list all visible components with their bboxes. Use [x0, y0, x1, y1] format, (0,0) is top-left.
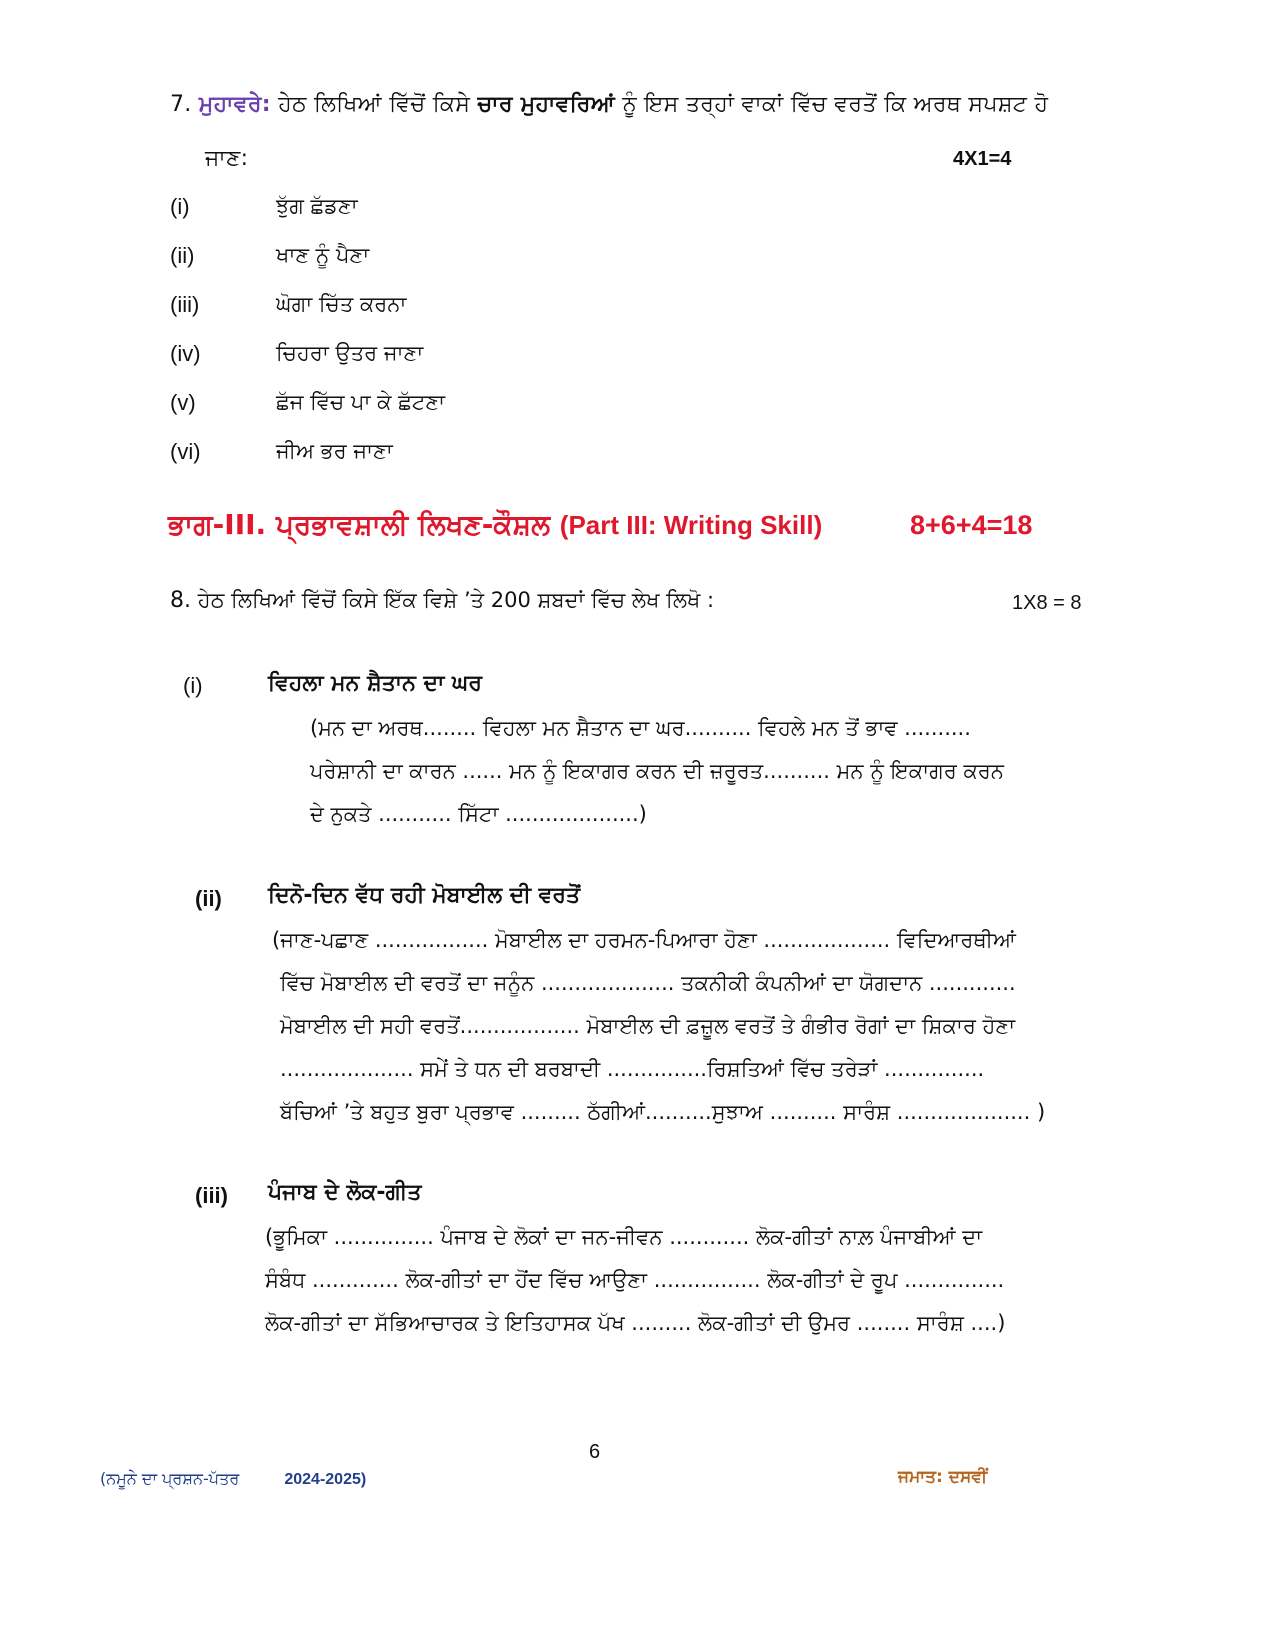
q7-text-bold: ਚਾਰ ਮੁਹਾਵਰਿਆਂ [477, 92, 616, 117]
item-number: (v) [170, 390, 196, 415]
footer-paper-label: (ਨਮੂਨੇ ਦਾ ਪ੍ਰਸ਼ਨ-ਪੱਤਰ [100, 1469, 240, 1488]
idiom-text: ਘੋਗਾ ਚਿੱਤ ਕਰਨਾ [276, 292, 407, 316]
footer-class: ਜਮਾਤ: ਦਸਵੀਂ [898, 1467, 988, 1487]
footer-left [100, 1469, 366, 1489]
page-number: 6 [589, 1441, 601, 1463]
topic-number: (i) [183, 673, 203, 698]
hint-line: (ਮਨ ਦਾ ਅਰਥ........ ਵਿਹਲਾ ਮਨ ਸ਼ੈਤਾਨ ਦਾ ਘਰ.......... ਵਿਹਲੇ ਮਨ ਤੋਂ ਭਾਵ .......... [310, 716, 971, 740]
part3-marks: 8+6+4=18 [910, 510, 1033, 540]
hint-line: ਬੱਚਿਆਂ ’ਤੇ ਬਹੁਤ ਬੁਰਾ ਪ੍ਰਭਾਵ ......... ਠੱਗੀਆਂ..........ਸੁਝਾਅ .......... ਸਾਰੰਸ਼ .................... ) [280, 1100, 1046, 1124]
item-number: (vi) [170, 439, 201, 464]
hint-line: (ਜਾਣ-ਪਛਾਣ ................. ਮੋਬਾਈਲ ਦਾ ਹਰਮਨ-ਪਿਆਰਾ ਹੋਣਾ ................... ਵਿਦਿਆਰਥੀਆਂ [272, 928, 1016, 952]
topic-title: ਵਿਹਲਾ ਮਨ ਸ਼ੈਤਾਨ ਦਾ ਘਰ [268, 671, 483, 696]
topic-hints [272, 919, 1102, 1134]
q7-number: 7. [170, 92, 192, 117]
q7-marks: 4X1=4 [953, 148, 1012, 170]
idiom-text: ਝੁੱਗ ਛੱਡਣਾ [276, 194, 358, 218]
topic-hints [265, 1216, 1105, 1345]
hint-line: ਦੇ ਨੁਕਤੇ ........... ਸਿੱਟਾ ....................) [310, 802, 647, 826]
hint-line: ਵਿੱਚ ਮੋਬਾਈਲ ਦੀ ਵਰਤੋਂ ਦਾ ਜਨੂੰਨ .................... ਤਕਨੀਕੀ ਕੰਪਨੀਆਂ ਦਾ ਯੋਗਦਾਨ ............. [280, 971, 1016, 995]
idiom-text: ਚਿਹਰਾ ਉਤਰ ਜਾਣਾ [276, 341, 424, 365]
hint-line: ਲੋਕ-ਗੀਤਾਂ ਦਾ ਸੱਭਿਆਚਾਰਕ ਤੇ ਇਤਿਹਾਸਕ ਪੱਖ ......... ਲੋਕ-ਗੀਤਾਂ ਦੀ ਉਮਰ ........ ਸਾਰੰਸ਼ ....) [265, 1311, 1006, 1335]
idiom-text: ਖਾਣ ਨੂੰ ਪੈਣਾ [276, 243, 370, 267]
topic-title: ਪੰਜਾਬ ਦੇ ਲੋਕ-ਗੀਤ [268, 1180, 422, 1205]
hint-line: ਮੋਬਾਈਲ ਦੀ ਸਹੀ ਵਰਤੋਂ.................. ਮੋਬਾਈਲ ਦੀ ਫ਼ਜ਼ੂਲ ਵਰਤੋਂ ਤੇ ਗੰਭੀਰ ਰੋਗਾਂ ਦਾ ਸ਼ਿਕਾਰ ਹੋਣਾ [280, 1014, 1016, 1038]
q7-text-a: ਹੇਠ ਲਿਖਿਆਂ ਵਿੱਚੋਂ ਕਿਸੇ [278, 92, 471, 117]
topic-hints [310, 707, 1140, 836]
item-number: (i) [170, 194, 190, 219]
part3-heading [168, 508, 822, 542]
hint-line: ਸੰਬੰਧ ............. ਲੋਕ-ਗੀਤਾਂ ਦਾ ਹੋਂਦ ਵਿੱਚ ਆਉਣਾ ................ ਲੋਕ-ਗੀਤਾਂ ਦੇ ਰੂਪ ............... [265, 1268, 1005, 1292]
hint-line: (ਭੂਮਿਕਾ ............... ਪੰਜਾਬ ਦੇ ਲੋਕਾਂ ਦਾ ਜਨ-ਜੀਵਨ ............ ਲੋਕ-ਗੀਤਾਂ ਨਾਲ਼ ਪੰਜਾਬੀਆਂ ਦਾ [265, 1225, 983, 1249]
part3-label: ਭਾਗ-III. [168, 508, 267, 541]
q8-text: ਹੇਠ ਲਿਖਿਆਂ ਵਿੱਚੋਂ ਕਿਸੇ ਇੱਕ ਵਿਸ਼ੇ ’ਤੇ 200 ਸ਼ਬਦਾਂ ਵਿੱਚ ਲੇਖ ਲਿਖੋ : [197, 588, 715, 612]
q7-instruction-line2: ਜਾਣ: [205, 146, 249, 171]
idiom-text: ਜੀਅ ਭਰ ਜਾਣਾ [276, 439, 393, 463]
part3-title: ਪ੍ਰਭਾਵਸ਼ਾਲੀ ਲਿਖਣ-ਕੌਸ਼ਲ [275, 508, 551, 541]
q8-instruction [170, 588, 714, 613]
item-number: (ii) [170, 243, 195, 268]
part3-english: (Part III: Writing Skill) [559, 510, 823, 540]
topic-number: (iii) [195, 1183, 228, 1208]
q8-number: 8. [170, 588, 191, 613]
topic-title: ਦਿਨੋ-ਦਿਨ ਵੱਧ ਰਹੀ ਮੋਬਾਈਲ ਦੀ ਵਰਤੋਂ [268, 883, 581, 908]
q8-marks: 1X8 = 8 [1012, 592, 1082, 614]
q7-title: ਮੁਹਾਵਰੇ: [198, 92, 271, 117]
hint-line: ਪਰੇਸ਼ਾਨੀ ਦਾ ਕਾਰਨ ...... ਮਨ ਨੂੰ ਇਕਾਗਰ ਕਰਨ ਦੀ ਜ਼ਰੂਰਤ.......... ਮਨ ਨੂੰ ਇਕਾਗਰ ਕਰਨ [310, 759, 1004, 783]
item-number: (iii) [170, 292, 200, 317]
idiom-text: ਛੱਜ ਵਿੱਚ ਪਾ ਕੇ ਛੱਟਣਾ [276, 390, 446, 414]
topic-number: (ii) [195, 886, 222, 911]
hint-line: .................... ਸਮੇਂ ਤੇ ਧਨ ਦੀ ਬਰਬਾਦੀ ...............ਰਿਸ਼ਤਿਆਂ ਵਿੱਚ ਤਰੇੜਾਂ ............... [280, 1057, 985, 1081]
q7-text-b: ਨੂੰ ਇਸ ਤਰ੍ਹਾਂ ਵਾਕਾਂ ਵਿੱਚ ਵਰਤੋਂ ਕਿ ਅਰਥ ਸਪਸ਼ਟ ਹੋ [622, 92, 1049, 117]
footer-year: 2024-2025) [284, 1471, 367, 1488]
item-number: (iv) [170, 341, 201, 366]
q7-instruction-line1 [170, 92, 1048, 117]
